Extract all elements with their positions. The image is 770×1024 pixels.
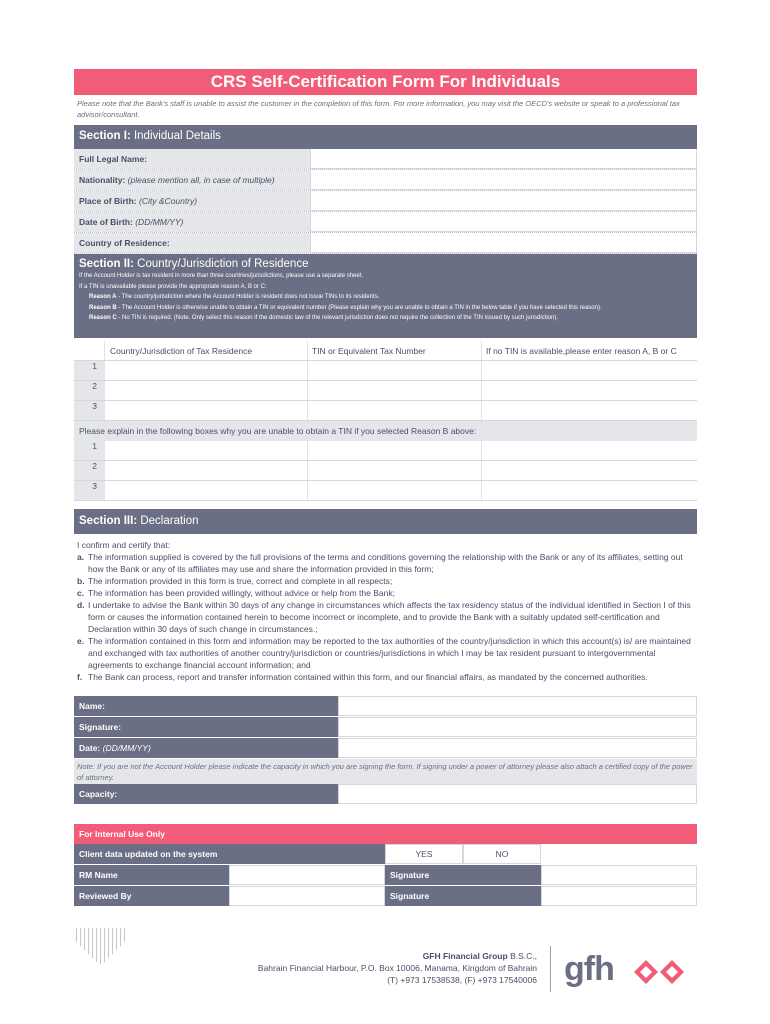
declaration-item: c. The information has been provided willingly, without advice or help from the Bank;	[77, 588, 395, 598]
place-of-birth-input[interactable]	[310, 191, 697, 211]
field-row-date-of-birth	[74, 212, 697, 233]
table-row	[74, 361, 697, 381]
table-row	[74, 401, 697, 421]
tin-number-input[interactable]	[308, 401, 482, 420]
capacity-label: Capacity:	[74, 784, 338, 804]
field-row-country-of-residence	[74, 233, 697, 254]
field-label: Date of Birth: (DD/MM/YY)	[74, 212, 310, 232]
explain-input[interactable]	[308, 441, 482, 460]
yes-option[interactable]: YES	[385, 844, 463, 864]
explain-input[interactable]	[308, 461, 482, 480]
reviewer-signature-input[interactable]	[541, 886, 697, 906]
contact-line: (T) +973 17538538, (F) +973 17540006	[387, 975, 537, 985]
reason-c: Reason C - No TIN is required. (Note. Only select this reason if the domestic law of the relevant jurisdiction does not require the collection of the TIN issued by such jurisdiction).	[89, 315, 559, 321]
capacity-row	[74, 784, 697, 805]
explain-input[interactable]	[308, 481, 482, 500]
tin-country-input[interactable]	[105, 401, 308, 420]
signature-input[interactable]	[338, 717, 697, 737]
country-of-residence-input[interactable]	[310, 233, 697, 253]
explain-input[interactable]	[105, 441, 308, 460]
declaration	[74, 534, 697, 696]
signature-row	[74, 717, 697, 738]
section-2-line1: If the Account Holder is tax resident in more than three countries/jurisdictions, please use a separate sheet.	[79, 273, 364, 279]
company-address: GFH Financial Group B.S.C., Bahrain Financial Harbour, P.O. Box 10006, Manama, Kingdom of Bahrain (T) +973 17538538, (F) +973 17540006	[257, 951, 537, 985]
form-title: CRS Self-Certification Form For Individuals	[74, 69, 697, 95]
explain-input[interactable]	[105, 461, 308, 480]
section-3-header	[74, 509, 697, 534]
field-label: Place of Birth: (City &Country)	[74, 191, 310, 211]
tin-country-input[interactable]	[105, 381, 308, 400]
declaration-item: e. The information contained in this form and information may be reported to the tax authorities of the country/jurisdiction in which this account(s) is/ are maintained and exchanged with tax authorities of another country/jurisdiction or countries/jurisdictions in which I may be tax resident pursuant to intergovernmental agreements to exchange financial account information; and	[77, 636, 691, 670]
field-label: Country of Residence:	[74, 233, 310, 253]
explain-input[interactable]	[482, 461, 697, 480]
section-2-header	[74, 254, 697, 338]
reason-a: Reason A - The country/jurisdiction where the Account Holder is resident does not issue TINs to its residents.	[89, 294, 380, 300]
date-label-cell: Date: (DD/MM/YY)	[74, 738, 338, 758]
field-row-place-of-birth	[74, 191, 697, 212]
declaration-item: a. The information supplied is covered by the full provisions of the terms and conditions governing the relationship with the Bank or any of its affiliates, setting out how the Bank or any of its affiliates may use and share the information provided in this form;	[77, 552, 683, 574]
footer	[74, 928, 697, 998]
company-name: GFH Financial Group	[422, 951, 508, 961]
address-line: Bahrain Financial Harbour, P.O. Box 10006, Manama, Kingdom of Bahrain	[257, 963, 537, 973]
rm-signature-input[interactable]	[541, 865, 697, 885]
no-option[interactable]: NO	[463, 844, 541, 864]
rm-name-label: RM Name	[74, 865, 229, 885]
logo-mark-icon	[632, 958, 700, 986]
section-1-title: Individual Details	[133, 130, 221, 142]
decorative-stripes	[74, 928, 134, 968]
row-number: 3	[74, 481, 105, 500]
reviewed-by-row	[74, 886, 697, 907]
signature-label: Signature:	[74, 717, 338, 737]
declaration-item: d. I undertake to advise the Bank within 30 days of any change in circumstances which affects the tax residency status of the individual identified in Section I of this form or causes the information contained herein to become incorrect or incomplete, and to provide the Bank with a suitably updated self-certification and Declaration within 30 days of such change in circumstances.;	[77, 600, 691, 634]
section-1-fields	[74, 149, 697, 254]
row-number: 1	[74, 361, 105, 380]
reviewed-by-label: Reviewed By	[74, 886, 229, 906]
divider	[550, 946, 551, 992]
client-data-label: Client data updated on the system	[74, 844, 385, 864]
explain-input[interactable]	[105, 481, 308, 500]
date-of-birth-input[interactable]	[310, 212, 697, 232]
row-number: 2	[74, 461, 105, 480]
gfh-logo	[564, 948, 704, 992]
explain-input[interactable]	[482, 441, 697, 460]
reviewed-by-input[interactable]	[229, 886, 385, 906]
section-2-title: Country/Jurisdiction of Residence	[137, 258, 309, 270]
row-number: 2	[74, 381, 105, 400]
declaration-intro: I confirm and certify that:	[77, 540, 171, 550]
field-label: Nationality: (please mention all, in case of multiple)	[74, 170, 310, 190]
explain-input[interactable]	[482, 481, 697, 500]
name-row	[74, 696, 697, 717]
section-2-prefix: Section II:	[79, 258, 134, 270]
crs-form	[74, 69, 697, 907]
tin-reason-input[interactable]	[482, 361, 697, 380]
rm-name-input[interactable]	[229, 865, 385, 885]
tin-number-input[interactable]	[308, 381, 482, 400]
col-country: Country/Jurisdiction of Tax Residence	[105, 341, 308, 360]
full-legal-name-input[interactable]	[310, 149, 697, 169]
field-row-nationality	[74, 170, 697, 191]
row-number: 1	[74, 441, 105, 460]
table-row	[74, 381, 697, 401]
tin-country-input[interactable]	[105, 361, 308, 380]
section-2-line2: If a TIN is unavailable please provide the appropriate reason A, B or C:	[79, 283, 267, 290]
tin-table-header	[74, 341, 697, 361]
declaration-item: b. The information provided in this form is true, correct and complete in all respects;	[77, 576, 393, 586]
section-1-prefix: Section I:	[79, 130, 131, 142]
internal-use-header: For Internal Use Only	[74, 824, 697, 844]
reason-b: Reason B - The Account Holder is otherwise unable to obtain a TIN or equivalent number (Please explain why you are unable to obtain a TIN in the below table if you have selected this reason).	[89, 304, 602, 311]
table-row	[74, 481, 697, 501]
tin-reason-input[interactable]	[482, 381, 697, 400]
capacity-note: Note: If you are not the Account Holder please indicate the capacity in which you are signing the form. If signing under a power of attorney please also attach a certified copy of the power of attorney.	[74, 759, 697, 784]
intro-note: Please note that the Bank's staff is unable to assist the customer in the completion of this form. For more information, you may visit the OECD's website or speak to a professional tax advisor/consultant.	[77, 99, 680, 119]
date-row	[74, 738, 697, 759]
col-reason: If no TIN is available,please enter reason A, B or C	[486, 346, 677, 356]
name-label: Name:	[74, 696, 338, 716]
explain-instruction: Please explain in the following boxes why you are unable to obtain a TIN if you selected Reason B above:	[74, 421, 697, 441]
section-3-title: Declaration	[140, 515, 199, 527]
row-number: 3	[74, 401, 105, 420]
capacity-input[interactable]	[338, 784, 697, 804]
nationality-input[interactable]	[310, 170, 697, 190]
rm-name-row	[74, 865, 697, 886]
field-label: Full Legal Name:	[74, 149, 310, 169]
col-tin: TIN or Equivalent Tax Number	[308, 341, 482, 360]
explain-table-body	[74, 441, 697, 501]
tin-table-body	[74, 361, 697, 421]
date-input[interactable]	[338, 738, 697, 758]
table-row	[74, 441, 697, 461]
declaration-item: f. The Bank can process, report and transfer information contained within this form, and our financial affairs, as mandated by the concerned authorities.	[77, 672, 648, 682]
tin-number-input[interactable]	[308, 361, 482, 380]
section-3-prefix: Section III:	[79, 515, 138, 527]
tin-reason-input[interactable]	[482, 401, 697, 420]
client-data-row	[74, 844, 697, 865]
signature-label: Signature	[385, 886, 541, 906]
logo-text: gfh	[564, 950, 614, 988]
section-1-header	[74, 125, 697, 149]
signature-label: Signature	[385, 865, 541, 885]
table-row	[74, 461, 697, 481]
name-input[interactable]	[338, 696, 697, 716]
field-row-full-legal-name	[74, 149, 697, 170]
